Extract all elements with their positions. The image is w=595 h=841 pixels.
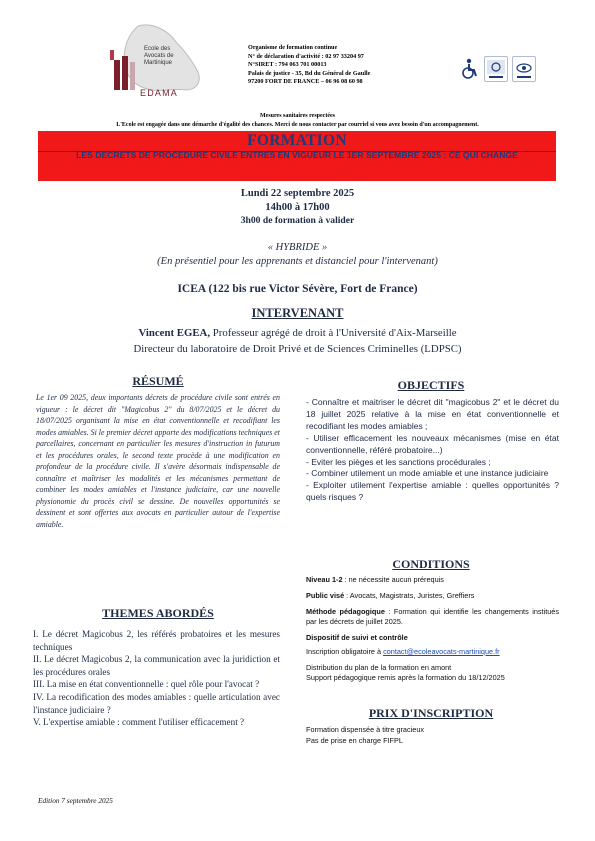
session-date: Lundi 22 septembre 2025 xyxy=(240,188,355,199)
condition-dispositif xyxy=(306,633,559,643)
theme-item: I. Le décret Magicobus 2, les référés probatoires et les mesures techniques xyxy=(33,629,280,652)
prix-heading: PRIX D'INSCRIPTION xyxy=(368,706,494,720)
public-text: : Avocats, Magistrats, Juristes, Greffiers xyxy=(344,591,475,600)
org-line: N°SIRET : 794 063 701 00013 xyxy=(248,61,327,68)
objectif-item: - Eviter les pièges et les sanctions procédurales ; xyxy=(306,456,491,467)
intervenant-heading: INTERVENANT xyxy=(251,306,344,320)
theme-item: IV. La recodification des modes amiables : quelle articulation avec l'instance judiciaire ? xyxy=(33,691,280,715)
session-block xyxy=(0,187,595,228)
banner-title: FORMATION xyxy=(247,132,347,149)
logo-text-line: Avocats de xyxy=(144,53,174,59)
condition-methode xyxy=(306,607,559,627)
speaker-name: Vincent EGEA, xyxy=(138,327,211,339)
condition-support: Support pédagogique remis après la formation du 18/12/2025 xyxy=(306,673,505,682)
niveau-text: : ne nécessite aucun prérequis xyxy=(342,575,444,584)
condition-public xyxy=(306,591,559,601)
theme-item: II. Le décret Magicobus 2, la communication avec la juridiction et les procédures orales xyxy=(33,654,280,677)
edition-footer: Edition 7 septembre 2025 xyxy=(38,796,113,805)
objectif-item: - Connaître et maitriser le décret dit "magicobus 2" et le décret du 18 juillet 2025 relative à la mise en état conventionnelle et recodifiant les modes amiables ; xyxy=(306,397,559,431)
speaker-line xyxy=(0,325,595,341)
edama-logo xyxy=(100,20,212,108)
themes-list xyxy=(33,628,280,729)
methode-text: : Formation qui identifie les changements institués par les décrets de juillet 2025. xyxy=(306,607,559,626)
inscription-text: Inscription obligatoire à xyxy=(306,647,384,656)
logo-text-line: Ecole des xyxy=(144,46,171,52)
prix-details xyxy=(306,725,559,746)
objectifs-list xyxy=(306,397,559,504)
dispositif-label: Dispositif de suivi et contrôle xyxy=(306,633,408,642)
session-duration: 3h00 de formation à valider xyxy=(240,215,355,226)
condition-niveau xyxy=(306,575,559,585)
speaker-role: Directeur du laboratoire de Droit Privé et de Sciences Criminelles (LDPSC) xyxy=(133,343,462,355)
speaker-title: Professeur agrégé de droit à l'Université d'Aix-Marseille xyxy=(210,327,457,339)
logo-text-line: Martinique xyxy=(144,60,173,66)
banner-subtitle: LES DECRETS DE PROCEDURE CIVILE ENTRES EN VIGUEUR LE 1ER SEPTEMBRE 2025 : CE QUI CHANGE xyxy=(76,150,518,160)
themes-heading: THEMES ABORDÉS xyxy=(102,606,214,620)
niveau-label: Niveau 1-2 xyxy=(306,575,343,584)
speaker-block xyxy=(0,325,595,357)
public-label: Public visé xyxy=(306,591,345,600)
organisation-details xyxy=(248,44,458,87)
formation-banner xyxy=(38,131,556,181)
methode-label: Méthode pédagogique xyxy=(306,607,385,616)
objectif-item: - Combiner utilement un mode amiable et une instance judiciaire xyxy=(306,468,549,479)
prix-line: Pas de prise en charge FIFPL xyxy=(306,735,403,745)
org-line: Organisme de formation continue xyxy=(248,44,338,51)
objectif-item: - Utiliser efficacement les nouveaux mécanismes (mise en état conventionnelle, référé probatoire...) xyxy=(306,432,559,455)
visual-accessibility-icon xyxy=(512,56,536,82)
prix-line: Formation dispensée à titre gracieux xyxy=(306,725,425,734)
engagement-notice: L'Ecole est engagée dans une démarche d'égalité des chances. Merci de nous contacter par courriel si vous avez besoin d'un accompagnement. xyxy=(116,122,479,128)
resume-text: Le 1er 09 2025, deux importants décrets de procédure civile sont entrés en vigueur : le décret dit "Magicobus 2" du 8/07/2025 et le décret du 18/07/2025 organisant la mise en état conventionnelle et recodifiant les modes amiables. Si le premier décret apporte des modifications techniques et parcellaires, concernant en particulier les mesures d'instruction in futurum et les procédures orales, le second texte procède à une modification en profondeur de la procédure civile. Il s'avère désormais indispensable de connaître et maîtriser les modalités et les mécanismes permettant de combiner les modes amiables et l'instance judiciaire, car une nouvelle physionomie du procès civil se dessine. De nouvelles opportunités se dessinent et sont offertes aux avocats en particulier autour de l'expertise amiable. xyxy=(36,393,280,530)
resume-heading: RÉSUMÉ xyxy=(132,374,184,388)
mode-detail: (En présentiel pour les apprenants et distanciel pour l'intervenant) xyxy=(157,256,438,267)
org-line: Palais de justice - 35, Bd du Général de Gaulle xyxy=(248,69,371,77)
hearing-accessibility-icon xyxy=(484,56,508,82)
objectifs-heading: OBJECTIFS xyxy=(397,378,465,392)
theme-item: V. L'expertise amiable : comment l'utiliser efficacement ? xyxy=(33,717,245,728)
banner-divider xyxy=(38,151,556,152)
session-location: ICEA (122 bis rue Victor Sévère, Fort de France) xyxy=(177,283,418,295)
theme-item: III. La mise en état conventionnelle : quel rôle pour l'avocat ? xyxy=(33,679,260,690)
logo-text xyxy=(144,46,174,67)
logo-brand: EDAMA xyxy=(140,88,179,98)
mode-label: « HYBRIDE » xyxy=(267,242,328,253)
session-hours: 14h00 à 17h00 xyxy=(265,201,330,213)
contact-email-link[interactable]: contact@ecoleavocats-martinique.fr xyxy=(383,647,500,656)
conditions-list xyxy=(306,575,559,683)
session-mode xyxy=(0,241,595,269)
mesures-sanitaires: Mesures sanitaires respectées xyxy=(260,113,335,119)
condition-inscription xyxy=(306,647,559,657)
org-line: N° de déclaration d'activité : 02 97 33204 97 xyxy=(248,52,364,60)
org-line: 97200 FORT DE FRANCE – 06 96 08 60 98 xyxy=(248,78,363,85)
conditions-heading: CONDITIONS xyxy=(392,557,470,571)
objectif-item: - Exploiter utilement l'expertise amiable : quelles opportunités ? quels risques ? xyxy=(306,480,559,503)
wheelchair-icon xyxy=(460,58,480,80)
accessibility-badges xyxy=(460,56,536,82)
condition-distribution: Distribution du plan de la formation en amont xyxy=(306,663,452,672)
